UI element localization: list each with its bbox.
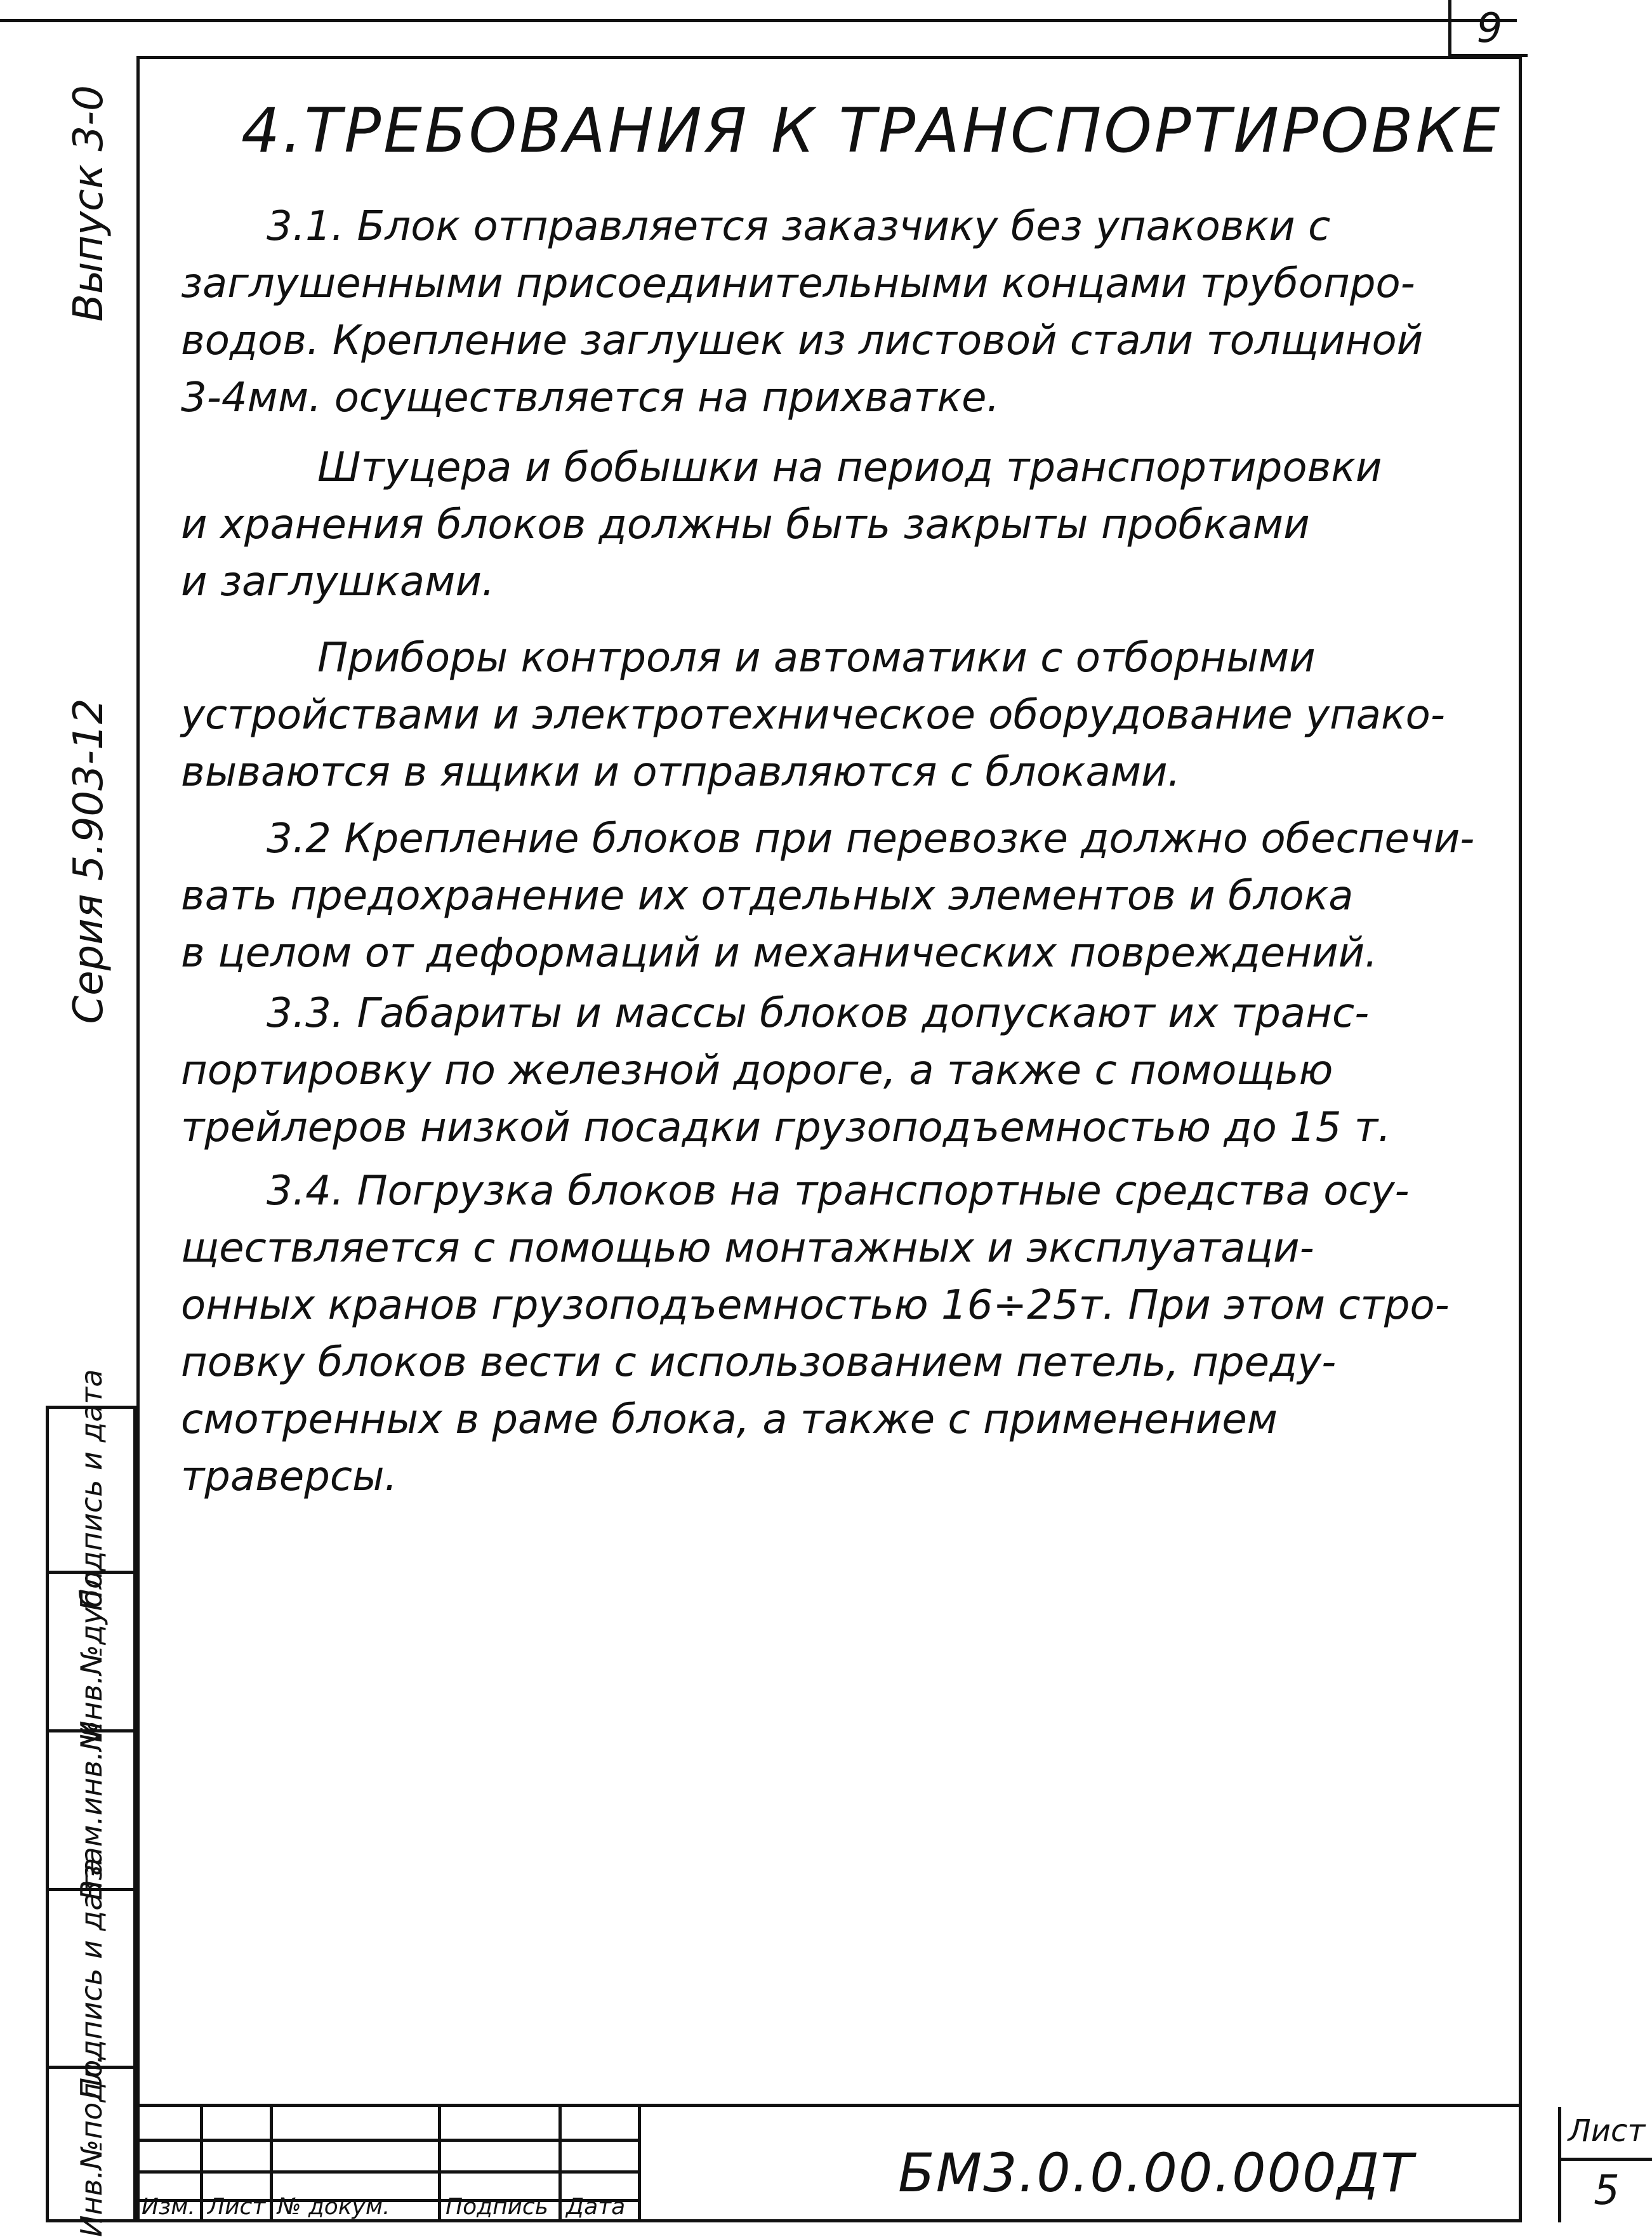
body-line: траверсы. [181,1453,397,1500]
body-line: вываются в ящики и отправляются с блоками. [181,749,1180,796]
body-line: портировку по железной дороге, а также с помощью [181,1047,1333,1094]
body-line: 3.1. Блок отправляется заказчику без упаковки с [267,203,1331,250]
body-line: и заглушками. [181,558,495,605]
issue-label: Выпуск 3-0 [65,85,112,322]
top-sheet-box [1448,0,1528,57]
body-line: онных кранов грузоподъемностью 16÷25т. При этом стро- [181,1282,1450,1329]
title-block [136,2104,1646,2222]
header-date: Дата [566,2194,626,2220]
side-stamp-column [46,1368,136,2237]
stamp-cell-signature-date-1 [49,1857,133,2100]
top-sheet-number: 9 [1476,5,1503,52]
body-line: 3.3. Габариты и массы блоков допускают их транс- [267,990,1370,1037]
body-line: Приборы контроля и автоматики с отборными [317,635,1316,682]
stamp-label-original-inventory: Инв.№подл. [74,2054,109,2237]
sheet-label: Лист [1568,2113,1646,2149]
body-line: 3.2 Крепление блоков при перевозке должно обеспечи- [267,815,1475,862]
body-line: Штуцера и бобышки на период транспортировки [317,444,1382,491]
top-border-line [0,19,1517,22]
stamp-label-signature-date-1: Подпись и дата [74,1857,109,2100]
body-line: водов. Крепление заглушек из листовой стали толщиной [181,317,1424,364]
header-sheet: Лист [208,2194,266,2220]
body-line: повку блоков вести с использованием петель, преду- [181,1339,1337,1386]
sheet-number-box [1558,2107,1652,2222]
body-line: и хранения блоков должны быть закрыты пробками [181,501,1310,548]
stamp-label-duplicate-inventory: Инв.№дубл. [74,1561,109,1743]
body-line: заглушенными присоединительными концами трубопро- [181,260,1415,307]
section-title: 4.ТРЕБОВАНИЯ К ТРАНСПОРТИРОВКЕ [241,95,1503,166]
header-document-number: № докум. [277,2194,390,2220]
header-signature: Подпись [446,2194,548,2220]
body-line: 3.4. Погрузка блоков на транспортные средства осу- [267,1168,1410,1215]
body-line: ществляется с помощью монтажных и эксплуатаци- [181,1225,1314,1272]
header-change: Изм. [142,2194,195,2220]
stamp-label-replacement-inventory: Взам.инв.№ [74,1720,109,1901]
sheet-number: 5 [1594,2167,1620,2214]
sheet-box-divider [1561,2158,1652,2161]
body-line: в целом от деформаций и механических повреждений. [181,930,1378,977]
stamp-cell-replacement-inventory [49,1720,133,1901]
body-line: устройствами и электротехническое оборудование упако- [181,692,1445,739]
body-line: 3-4мм. осуществляется на прихватке. [181,374,1000,421]
document-code: БМ3.0.0.00.000ДТ [898,2142,1415,2204]
stamp-cell-signature-date-2 [49,1368,133,1611]
series-label: Серия 5.903-12 [65,698,112,1024]
body-line: вать предохранение их отдельных элементов и блока [181,873,1354,920]
body-line: смотренных в раме блока, а также с применением [181,1396,1278,1443]
stamp-label-signature-date-2: Подпись и дата [74,1368,109,1611]
body-line: трейлеров низкой посадки грузоподъемностью до 15 т. [181,1104,1391,1151]
